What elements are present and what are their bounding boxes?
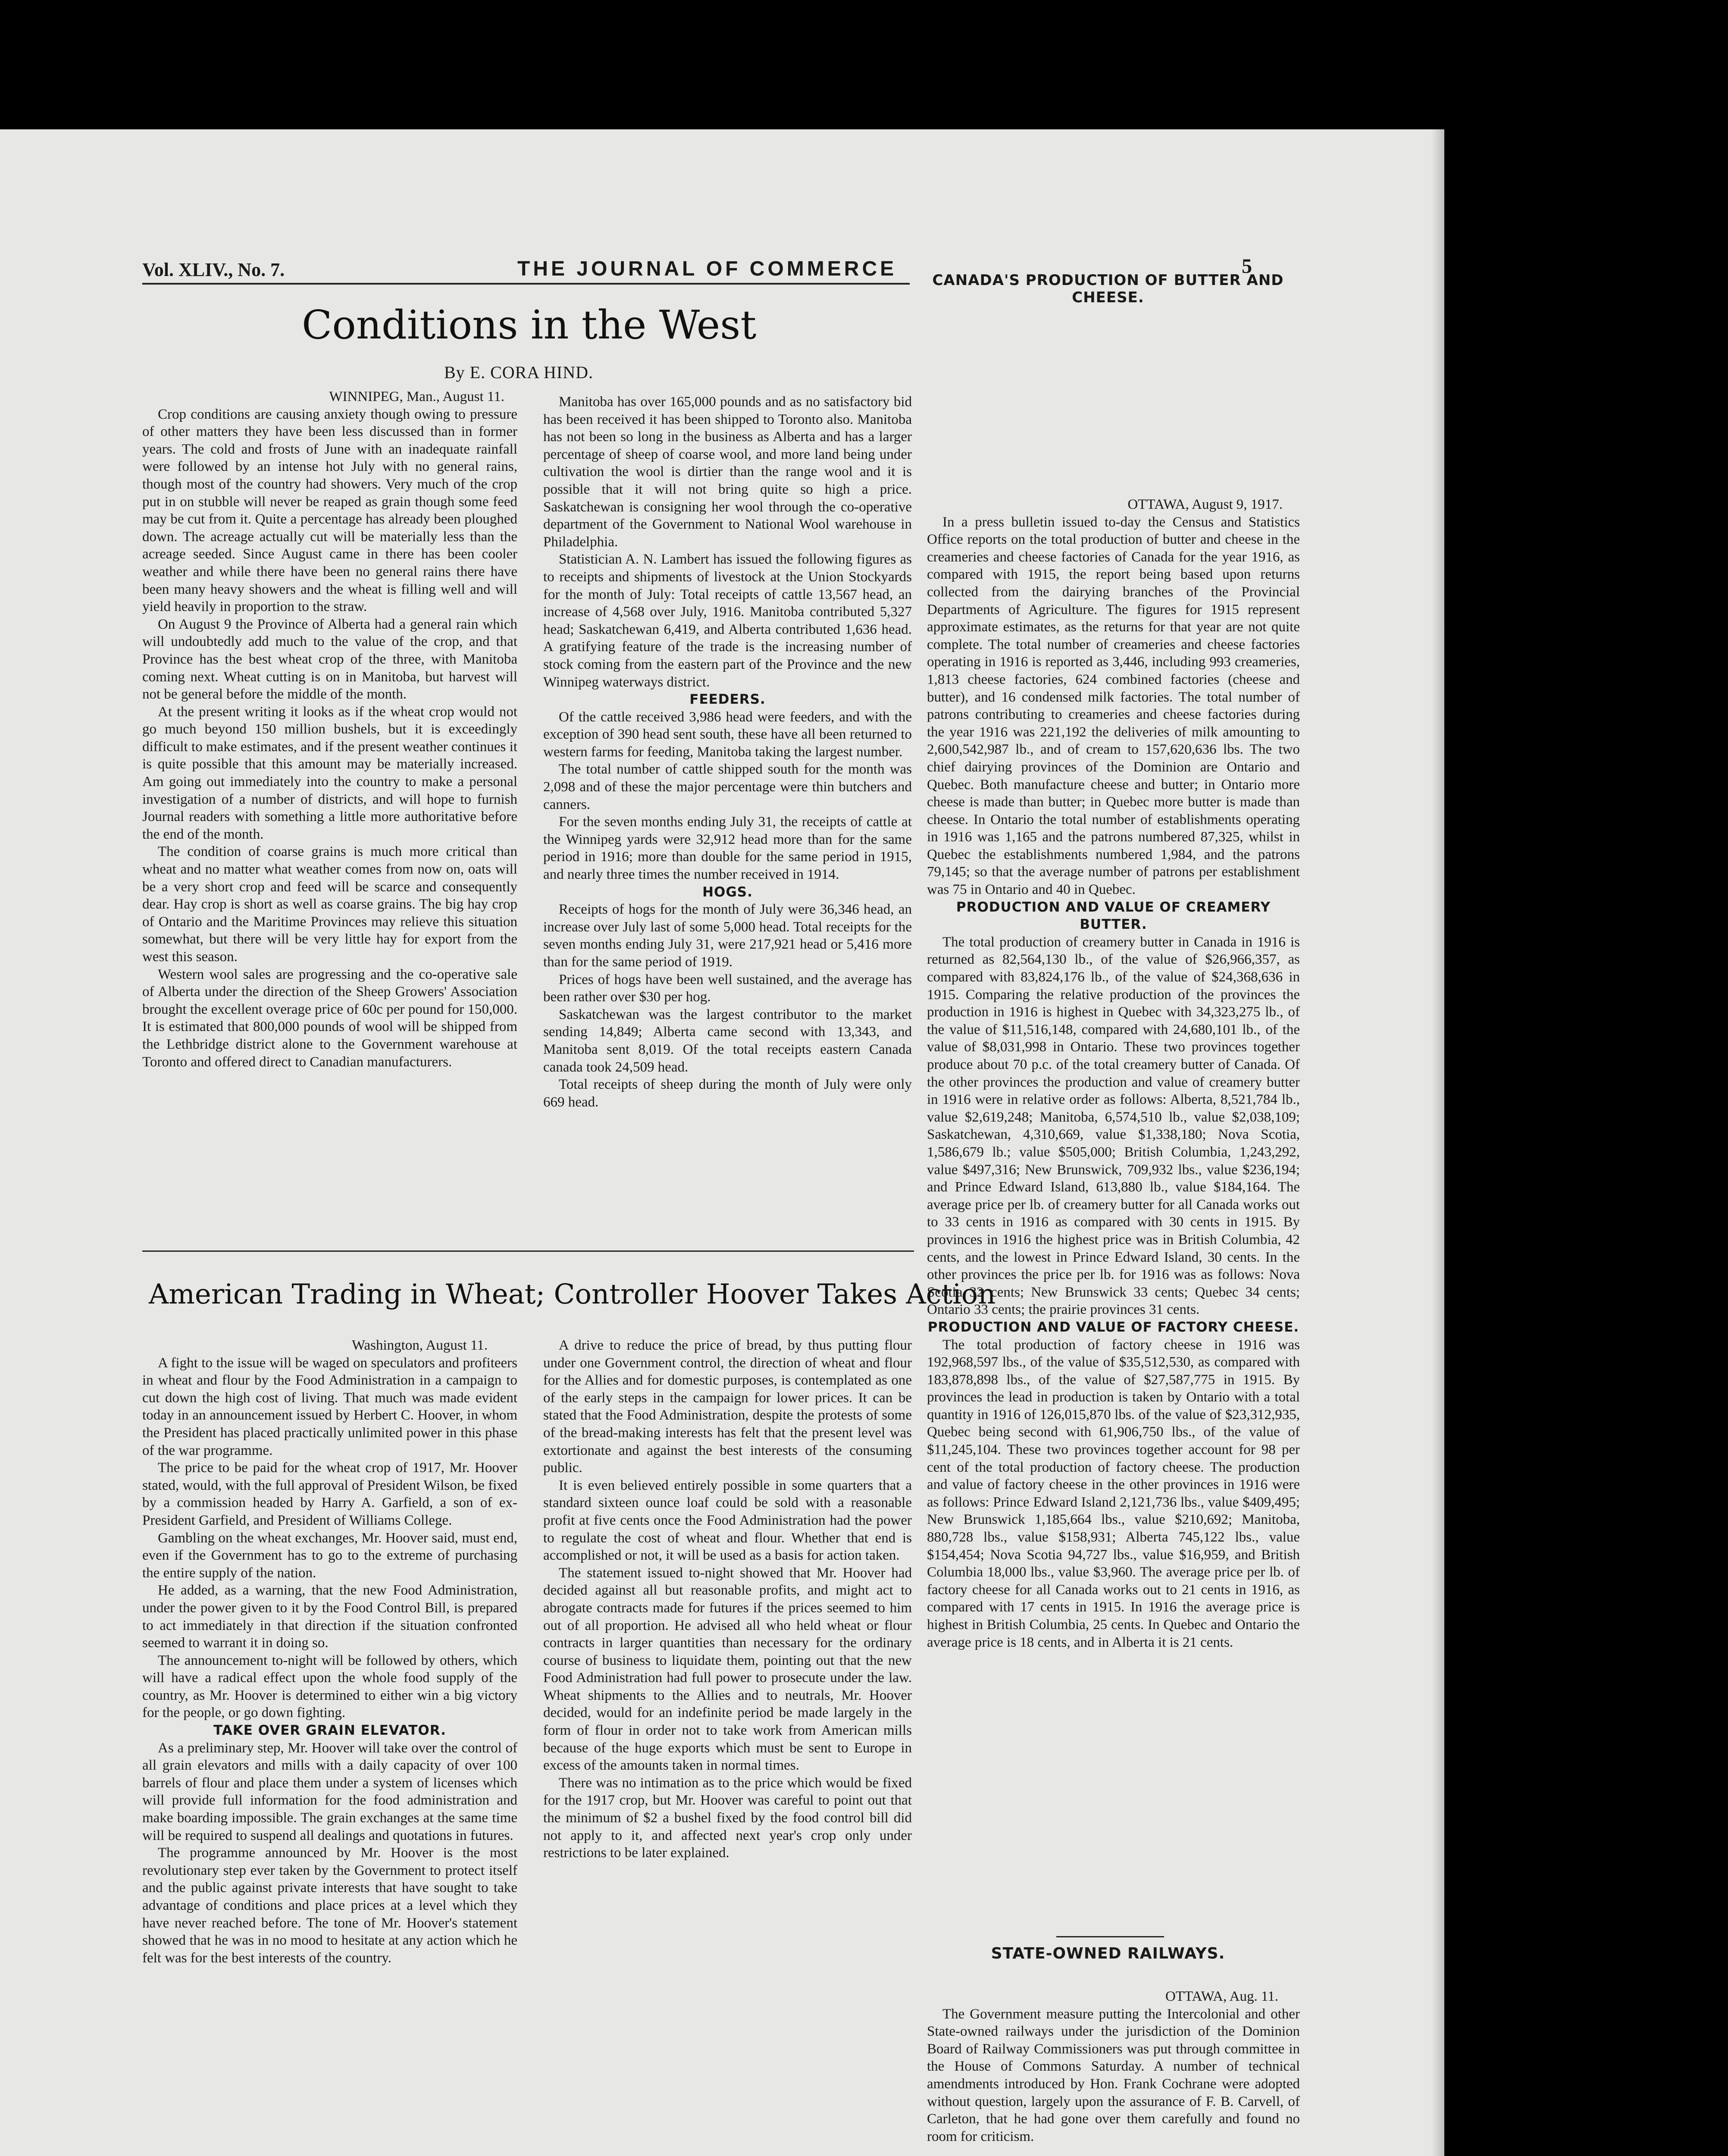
section-divider xyxy=(142,1250,914,1252)
page-edge-shadow xyxy=(1431,129,1444,2156)
journal-title: THE JOURNAL OF COMMERCE xyxy=(517,257,897,280)
west-dateline: WINNIPEG, Man., August 11. xyxy=(329,389,504,404)
west-paragraph: The condition of coarse grains is much more critical than wheat and no matter what weather comes from now on, oats will be a very short crop and feed will be scarce and consequently dear. Hay crop is short as well as coarse grains. The big hay crop of Ontario and the Maritime Provinces may relieve this situation somewhat, but there will be very little hay for export from the west this season. xyxy=(142,844,517,965)
page-number: 5 xyxy=(1242,255,1252,278)
wheat-paragraph: The announcement to-night will be followed by others, which will have a radical effect upon the whole food supply of the country, as Mr. Hoover is determined to either win a big victory for the people, or go down fighting. xyxy=(142,1652,517,1721)
west-paragraph: Statistician A. N. Lambert has issued the following figures as to receipts and shipments of livestock at the Union Stockyards for the month of July: Total receipts of cattle 13,567 head, an increase of 4,568 over July, 1916. Manitoba contributed 5,327 head; Saskatchewan 6,419, and Alberta contributed 1,636 head. A gratifying feature of the trade is the increasing number of stock coming from the eastern part of the Province and the new Winnipeg waterways district. xyxy=(543,552,912,690)
railways-paragraph: The Government measure putting the Intercolonial and other State-owned railways under the jurisdiction of the Dominion Board of Railway Commissioners was put through committee in the House of Commons Saturday. A number of technical amendments introduced by Hon. Frank Cochrane were adopted without question, largely upon the assurance of F. B. Carvell, of Carleton, that he had gone over them carefully and found no room for criticism. xyxy=(927,2006,1300,2144)
wheat-column-2 xyxy=(543,1337,912,1862)
wheat-paragraph: The statement issued to-night showed that Mr. Hoover had decided against all but reasonable profits, and might act to abrogate contracts made for futures if the prices seemed to him out of all proportion. He advised all who held wheat or flour contracts in larger quantities than necessary for the ordinary course of business to liquidate them, pointing out that the new Food Administration had full power to prosecute under the law. Wheat shipments to the Allies and to neutrals, Mr. Hoover decided, would for an indefinite period be made largely in the form of flour in order not to take work from American mills because of the huge exports which must be sent to Europe in excess of the amounts taken in normal times. xyxy=(543,1565,912,1774)
newspaper-page xyxy=(0,129,1444,2156)
wheat-dateline: Washington, August 11. xyxy=(352,1338,488,1353)
railways-article-title: STATE-OWNED RAILWAYS. xyxy=(991,1945,1225,1962)
hogs-subheading: HOGS. xyxy=(702,884,753,900)
west-paragraph: For the seven months ending July 31, the receipts of cattle at the Winnipeg yards were 32,912 head more than for the same period in 1916; more than double for the same period in 1915, and nearly three times the number received in 1914. xyxy=(543,814,912,883)
wheat-article-title: American Trading in Wheat; Controller Hoover Takes Action xyxy=(149,1279,996,1310)
header-rule xyxy=(142,283,910,285)
west-column-2 xyxy=(543,393,912,1111)
butter-dateline: OTTAWA, August 9, 1917. xyxy=(1127,497,1283,512)
west-paragraph: On August 9 the Province of Alberta had a general rain which will undoubtedly add much to the value of the crop, and that Province has the best wheat crop of the three, with Manitoba coming next. Wheat cutting is on in Manitoba, but harvest will not be general before the middle of the month. xyxy=(142,616,517,702)
wheat-paragraph: A drive to reduce the price of bread, by thus putting flour under one Government control, the direction of wheat and flour for the Allies and for domestic purposes, is contemplated as one of the early steps in the campaign for lower prices. It can be stated that the Food Administration, despite the protests of some of the bread-making interests has felt that the present level was extortionate and against the best interests of the consuming public. xyxy=(543,1338,912,1476)
west-byline: By E. CORA HIND. xyxy=(444,363,594,382)
wheat-paragraph: Gambling on the wheat exchanges, Mr. Hoover said, must end, even if the Government has to go to the extreme of purchasing the entire supply of the nation. xyxy=(142,1530,517,1581)
west-paragraph: Of the cattle received 3,986 head were feeders, and with the exception of 390 head sent south, these have all been returned to western farms for feeding, Manitoba taking the largest number. xyxy=(543,709,912,760)
railways-rule xyxy=(1056,1936,1164,1937)
wheat-paragraph: As a preliminary step, Mr. Hoover will take over the control of all grain elevators and mills with a daily capacity of over 100 barrels of flour and place them under a system of licenses which will provide full information for the food administration and make boarding impossible. The grain exchanges at the same time will be required to suspend all dealings and quotations in futures. xyxy=(142,1740,517,1843)
railways-column xyxy=(927,1988,1300,2145)
butter-paragraph: In a press bulletin issued to-day the Census and Statistics Office reports on the total production of butter and cheese in the creameries and cheese factories of Canada for the year 1916, as compared with 1915, the report being based upon returns collected from the dairying branches of the Provincial Departments of Agriculture. The figures for 1915 represent approximate estimates, as the returns for that year are not quite complete. The total number of creameries and cheese factories operating in 1916 is reported as 3,446, including 993 creameries, 1,813 cheese factories, 624 combined factories (cheese and butter), and 16 condensed milk factories. The total number of patrons contributing to creameries and cheese factories during the year 1916 was 221,192 the deliveries of milk amounting to 2,600,542,987 lb., and of cream to 157,620,636 lbs. The two chief dairying provinces of the Dominion are Ontario and Quebec. Both manufacture cheese and butter; in Ontario more cheese is made than butter; in Quebec more butter is made than cheese. In Ontario the total number of establishments operating in 1916 was 1,165 and the patrons numbered 87,325, whilst in Quebec the establishments numbered 1,984, and the patrons 79,145; so that the average number of patrons per establishment was 75 in Ontario and 40 in Quebec. xyxy=(927,514,1300,898)
west-paragraph: Receipts of hogs for the month of July were 36,346 head, an increase over July last of some 5,000 head. Total receipts for the seven months ending July 31, were 217,921 head or 5,416 more than for the same period of 1919. xyxy=(543,902,912,970)
west-paragraph: Saskatchewan was the largest contributor to the market sending 14,849; Alberta came second with 13,343, and Manitoba sent 8,019. Of the total receipts eastern Canada canada took 24,509 head. xyxy=(543,1006,912,1075)
wheat-column-1 xyxy=(142,1337,517,1967)
feeders-subheading: FEEDERS. xyxy=(689,692,766,708)
west-column-1 xyxy=(142,388,517,1071)
west-paragraph: Manitoba has over 165,000 pounds and as no satisfactory bid has been received it has been shipped to Toronto also. Manitoba has not been so long in the business as Alberta and has a larger percentage of sheep of coarse wool, and more land being under cultivation the wool is dirtier than the range wool and it is possible that it will not bring quite so high a price. Saskatchewan is consigning her wool through the co-operative department of the Government to National Wool warehouse in Philadelphia. xyxy=(543,394,912,550)
butter-column xyxy=(927,496,1300,1651)
volume-number: Vol. XLIV., No. 7. xyxy=(142,259,285,280)
wheat-paragraph: A fight to the issue will be waged on speculators and profiteers in wheat and flour by the Food Administration in a campaign to cut down the high cost of living. That much was made evident today in an announcement issued by Herbert C. Hoover, in whom the President has placed practically unlimited power in this phase of the war programme. xyxy=(142,1355,517,1458)
wheat-paragraph: It is even believed entirely possible in some quarters that a standard sixteen ounce loaf could be sold with a reasonable profit at five cents once the Food Administration had the power to regulate the cost of wheat and flour. Whether that end is accomplished or not, it will be used as a basis for action taken. xyxy=(543,1477,912,1564)
west-paragraph: Western wool sales are progressing and the co-operative sale of Alberta under the direction of the Sheep Growers' Association brought the excellent overage price of 60c per pound for 150,000. It is estimated that 800,000 pounds of wool will be shipped from the Lethbridge district alone to the Government warehouse at Toronto and offered direct to Canadian manufacturers. xyxy=(142,966,517,1070)
railways-dateline: OTTAWA, Aug. 11. xyxy=(1165,1989,1278,2004)
west-paragraph: At the present writing it looks as if the wheat crop would not go much beyond 150 million bushels, but it is exceedingly difficult to make estimates, and if the present weather continues it is quite possible that this amount may be materially increased. Am going out immediately into the country to make a personal investigation of a number of districts, and will hope to furnish Journal readers with something a little more authoritative before the end of the month. xyxy=(142,704,517,842)
butter-article-title: CANADA'S PRODUCTION OF BUTTER AND CHEESE. xyxy=(932,272,1284,306)
grain-elevator-subheading: TAKE OVER GRAIN ELEVATOR. xyxy=(213,1723,446,1739)
wheat-paragraph: The programme announced by Mr. Hoover is the most revolutionary step ever taken by the Government to protect itself and the public against private interests that have sought to take advantage of conditions and place prices at a level which they have never reached before. The tone of Mr. Hoover's statement showed that he was in no mood to hesitate at any action which he felt was for the best interests of the country. xyxy=(142,1845,517,1966)
wheat-paragraph: There was no intimation as to the price which would be fixed for the 1917 crop, but Mr. Hoover was careful to point out that the minimum of $2 a bushel fixed by the food control bill did not apply to it, and affected next year's crop only under restrictions to be later explained. xyxy=(543,1775,912,1861)
wheat-paragraph: The price to be paid for the wheat crop of 1917, Mr. Hoover stated, would, with the full approval of President Wilson, be fixed by a commission headed by Harry A. Garfield, a son of ex-President Garfield, and President of Williams College. xyxy=(142,1460,517,1528)
west-paragraph: Total receipts of sheep during the month of July were only 669 head. xyxy=(543,1077,912,1110)
wheat-paragraph: He added, as a warning, that the new Food Administration, under the power given to it by the Food Control Bill, is prepared to act immediately in that direction if the situation confronted seemed to warrant it in doing so. xyxy=(142,1583,517,1651)
west-paragraph: The total number of cattle shipped south for the month was 2,098 and of these the major percentage were thin butchers and canners. xyxy=(543,761,912,812)
west-paragraph: Crop conditions are causing anxiety though owing to pressure of other matters they have been less discussed than in former years. The cold and frosts of June with an inadequate rainfall were followed by an intense hot July with no general rains, though most of the country had showers. Very much of the crop put in on stubble will never be reaped as grain though some feed may be cut from it. Quite a percentage has already been ploughed down. The acreage actually cut will be materially less than the acreage seeded. Since August came in there has been cooler weather and while there have been no general rains there have been many heavy showers and the wheat is filling well and will yield heavily in proportion to the straw. xyxy=(142,406,517,615)
creamery-butter-subheading: PRODUCTION AND VALUE OF CREAMERY BUTTER. xyxy=(956,899,1271,933)
west-article-title: Conditions in the West xyxy=(302,302,757,348)
butter-paragraph: The total production of factory cheese in 1916 was 192,968,597 lbs., of the value of $35,512,530, as compared with 183,878,898 lbs., of the value of $27,587,775 in 1915. By provinces the lead in production is taken by Ontario with a total quantity in 1916 of 126,015,870 lbs. of the value of $23,312,935, Quebec being second with 61,906,750 lbs., of the value of $11,245,104. These two provinces together account for 98 per cent of the total production of factory cheese. The production and value of factory cheese in the other provinces in 1916 were as follows: Prince Edward Island 2,121,736 lbs., value $409,495; New Brunswick 1,185,664 lbs., value $210,692; Manitoba, 880,728 lbs., value $158,931; Alberta 745,122 lbs., value $154,454; Nova Scotia 94,727 lbs., value $16,959, and British Columbia 18,000 lbs., value $3,960. The average price per lb. of factory cheese for all Canada works out to 21 cents in 1916, as compared with 17 cents in 1915. In 1916 the average price is highest in British Columbia, 25 cents. In Quebec and Ontario the average price is 18 cents, and in Alberta it is 21 cents. xyxy=(927,1337,1300,1650)
butter-paragraph: The total production of creamery butter in Canada in 1916 is returned as 82,564,130 lb., of the value of $26,966,357, as compared with 83,824,176 lb., of the value of $24,368,636 in 1915. Comparing the relative production of the provinces the production in 1916 is highest in Quebec with 34,323,275 lb., of the value of $11,516,148, compared with 24,680,101 lb., of the value of $8,031,998 in Ontario. These two provinces together produce about 70 p.c. of the total creamery butter of Canada. Of the other provinces the production and value of creamery butter in 1916 were in relative order as follows: Alberta, 8,521,784 lb., value $2,619,248; Manitoba, 6,574,510 lb., value $2,038,109; Saskatchewan, 4,310,669, value $1,338,180; Nova Scotia, 1,586,679 lb.; value $505,000; British Columbia, 1,243,292, value $497,316; New Brunswick, 709,932 lbs., value $236,194; and Prince Edward Island, 613,880 lb., value $184,164. The average price per lb. of creamery butter for all Canada works out to 33 cents in 1916 as compared with 30 cents in 1915. By provinces in 1916 the highest price was in British Columbia, 42 cents, and the lowest in Prince Edward Island, 30 cents. In the other provinces the price per lb. for 1916 was as follows: Nova Scotia 32 cents; New Brunswick 33 cents; Quebec 34 cents; Ontario 33 cents; the prairie provinces 31 cents. xyxy=(927,934,1300,1318)
west-paragraph: Prices of hogs have been well sustained, and the average has been rather over $30 per hog. xyxy=(543,971,912,1005)
factory-cheese-subheading: PRODUCTION AND VALUE OF FACTORY CHEESE. xyxy=(927,1319,1299,1335)
